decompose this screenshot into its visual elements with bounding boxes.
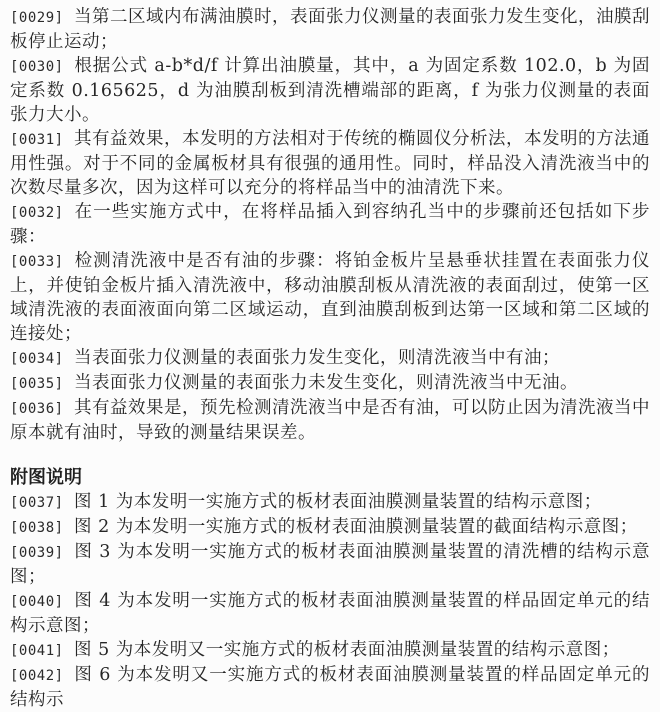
- paragraph-number: [0033]: [10, 254, 64, 270]
- paragraph-text: 图 3 为本发明一实施方式的板材表面油膜测量装置的清洗槽的结构示意图；: [10, 542, 650, 587]
- paragraph: [10, 127, 650, 200]
- paragraph-number: [0038]: [10, 520, 64, 536]
- paragraph-text: 其有益效果，本发明的方法相对于传统的椭圆仪分析法，本发明的方法通用性强。对于不同的金属板材具有很强的通用性。同时，样品没入清洗液当中的次数尽量多次，因为这样可以充分的将样品当中的油清洗下来。: [10, 129, 650, 198]
- paragraph: [10, 346, 650, 371]
- paragraph: [10, 540, 650, 589]
- paragraph-number: [0031]: [10, 132, 64, 148]
- paragraph-text: 检测清洗液中是否有油的步骤：将铂金板片呈悬垂状挂置在表面张力仪上，并使铂金板片插入清洗液中，移动油膜刮板从清洗液的表面刮过，使第一区域清洗液的表面液面向第二区域运动，直到油膜刮板到达第一区域和第二区域的连接处；: [10, 251, 650, 344]
- paragraph-text: 其有益效果是，预先检测清洗液当中是否有油，可以防止因为清洗液当中原本就有油时，导致的测量结果误差。: [10, 398, 650, 443]
- paragraph-text: 图 1 为本发明一实施方式的板材表面油膜测量装置的结构示意图；: [74, 492, 602, 512]
- paragraph-text: 图 2 为本发明一实施方式的板材表面油膜测量装置的截面结构示意图；: [74, 517, 638, 537]
- paragraph-number: [0040]: [10, 594, 64, 610]
- paragraph-number: [0030]: [10, 59, 64, 75]
- paragraph-number: [0032]: [10, 205, 64, 221]
- paragraph: [10, 249, 650, 346]
- paragraph-number: [0041]: [10, 643, 64, 659]
- paragraph: [10, 54, 650, 127]
- paragraph-number: [0036]: [10, 401, 64, 417]
- paragraph-text: 根据公式 a-b*d/f 计算出油膜量，其中，a 为固定系数 102.0，b 为固定系数 0.165625，d 为油膜刮板到清洗槽端部的距离，f 为张力仪测量的表面张力大小。: [10, 56, 650, 125]
- paragraph: [10, 515, 650, 540]
- paragraph: [10, 663, 650, 712]
- paragraph: [10, 396, 650, 445]
- paragraph-text: 在一些实施方式中，在将样品插入到容纳孔当中的步骤前还包括如下步骤：: [10, 202, 650, 247]
- paragraph-number: [0037]: [10, 495, 64, 511]
- section-heading-figures: 附图说明: [10, 467, 82, 488]
- paragraph: [10, 200, 650, 249]
- paragraph-text: 当第二区域内布满油膜时，表面张力仪测量的表面张力发生变化，油膜刮板停止运动；: [10, 7, 650, 52]
- paragraph-number: [0029]: [10, 10, 64, 26]
- paragraph: [10, 371, 650, 396]
- paragraph-number: [0039]: [10, 545, 64, 561]
- paragraph-text: 当表面张力仪测量的表面张力未发生变化，则清洗液当中无油。: [74, 373, 578, 393]
- paragraph: [10, 589, 650, 638]
- paragraph: [10, 5, 650, 54]
- paragraph-number: [0035]: [10, 376, 64, 392]
- paragraph: [10, 638, 650, 663]
- paragraph-text: 图 6 为本发明又一实施方式的板材表面油膜测量装置的样品固定单元的结构示: [10, 665, 650, 710]
- paragraph-text: 图 4 为本发明一实施方式的板材表面油膜测量装置的样品固定单元的结构示意图；: [10, 591, 650, 636]
- paragraph-number: [0042]: [10, 668, 64, 684]
- paragraph-number: [0034]: [10, 351, 64, 367]
- paragraph-text: 图 5 为本发明又一实施方式的板材表面油膜测量装置的结构示意图；: [74, 640, 620, 660]
- paragraph-text: 当表面张力仪测量的表面张力发生变化，则清洗液当中有油；: [74, 348, 560, 368]
- paragraph: [10, 490, 650, 515]
